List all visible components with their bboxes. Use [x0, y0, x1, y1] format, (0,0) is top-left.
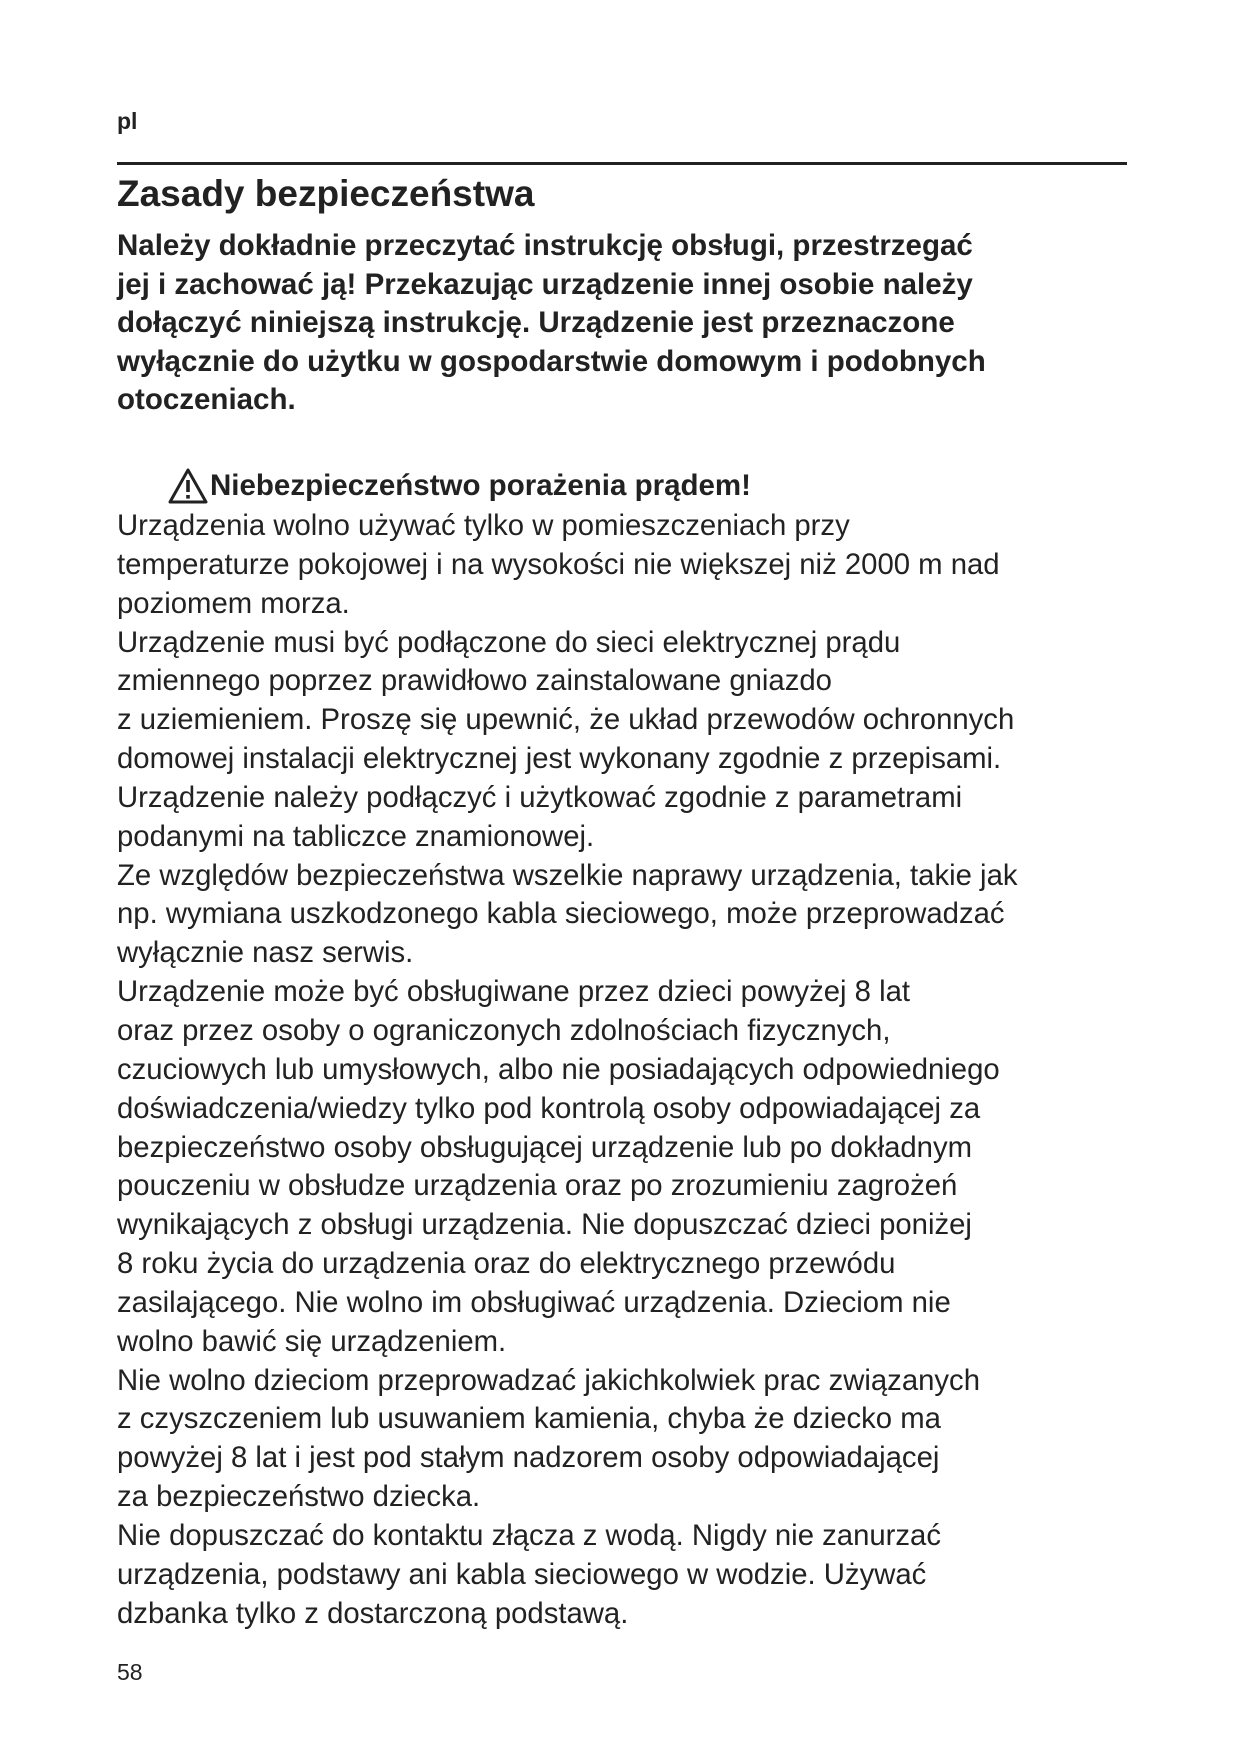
intro-line: dołączyć niniejszą instrukcję. Urządzenie jest przeznaczone	[117, 306, 955, 340]
body-line: Urządzenia wolno używać tylko w pomieszczeniach przy	[117, 509, 850, 542]
body-line: zasilającego. Nie wolno im obsługiwać urządzenia. Dzieciom nie	[117, 1285, 951, 1319]
section-title: Zasady bezpieczeństwa	[117, 173, 535, 214]
body-line: Urządzenie musi być podłączone do sieci elektrycznej prądu	[117, 625, 901, 659]
body-line: zmiennego poprzez prawidłowo zainstalowane gniazdo	[117, 664, 832, 698]
body-line: poziomem morza.	[117, 586, 350, 620]
body-line: oraz przez osoby o ograniczonych zdolnościach fizycznych,	[117, 1013, 891, 1047]
body-line: Urządzenie należy podłączyć i użytkować zgodnie z parametrami	[117, 780, 963, 814]
body-line: wolno bawić się urządzeniem.	[117, 1324, 507, 1358]
section-divider	[117, 162, 1127, 165]
intro-line: otoczeniach.	[117, 383, 296, 417]
body-line: za bezpieczeństwo dziecka.	[117, 1480, 481, 1514]
body-line: Nie dopuszczać do kontaktu złącza z wodą. Nigdy nie zanurzać	[117, 1518, 942, 1552]
body-line: z czyszczeniem lub usuwaniem kamienia, chyba że dziecko ma	[117, 1402, 941, 1436]
page-number: 58	[117, 1659, 143, 1685]
intro-line: wyłącznie do użytku w gospodarstwie domowym i podobnych	[117, 344, 986, 378]
body-line: urządzenia, podstawy ani kabla sieciowego w wodzie. Używać	[117, 1557, 927, 1591]
body-line: czuciowych lub umysłowych, albo nie posiadających odpowiedniego	[117, 1052, 1000, 1086]
language-code: pl	[117, 108, 138, 134]
body-line: wynikających z obsługi urządzenia. Nie dopuszczać dzieci poniżej	[117, 1208, 972, 1242]
body-line: np. wymiana uszkodzonego kabla sieciowego, może przeprowadzać	[117, 897, 1005, 931]
body-line: pouczeniu w obsłudze urządzenia oraz po zrozumieniu zagrożeń	[117, 1169, 958, 1203]
warning-text: Niebezpieczeństwo porażenia prądem!	[210, 469, 751, 502]
body-line: temperaturze pokojowej i na wysokości nie większej niż 2000 m nad	[117, 547, 1000, 581]
body-line: podanymi na tabliczce znamionowej.	[117, 819, 595, 853]
intro-line: Należy dokładnie przeczytać instrukcję obsługi, przestrzegać	[117, 229, 973, 262]
body-line: dzbanka tylko z dostarczoną podstawą.	[117, 1596, 629, 1630]
intro-line: jej i zachować ją! Przekazując urządzenie innej osobie należy	[117, 267, 973, 301]
body-line: Ze względów bezpieczeństwa wszelkie naprawy urządzenia, takie jak	[117, 858, 1018, 892]
body-line: powyżej 8 lat i jest pod stałym nadzorem osoby odpowiadającej	[117, 1441, 940, 1475]
warning-triangle-icon	[168, 468, 208, 504]
intro-paragraph	[117, 227, 1127, 420]
body-line: z uziemieniem. Proszę się upewnić, że układ przewodów ochronnych	[117, 703, 1015, 737]
body-line: Nie wolno dzieciom przeprowadzać jakichkolwiek prac związanych	[117, 1363, 980, 1397]
body-line: domowej instalacji elektrycznej jest wykonany zgodnie z przepisami.	[117, 742, 1002, 776]
body-line: 8 roku życia do urządzenia oraz do elektrycznego przewódu	[117, 1247, 896, 1281]
body-line: bezpieczeństwo osoby obsługującej urządzenie lub po dokładnym	[117, 1130, 973, 1164]
safety-instructions	[117, 507, 1137, 1633]
body-line: doświadczenia/wiedzy tylko pod kontrolą osoby odpowiadającej za	[117, 1091, 981, 1125]
body-line: Urządzenie może być obsługiwane przez dzieci powyżej 8 lat	[117, 975, 911, 1009]
warning-heading	[168, 467, 751, 505]
body-line: wyłącznie nasz serwis.	[117, 936, 414, 970]
